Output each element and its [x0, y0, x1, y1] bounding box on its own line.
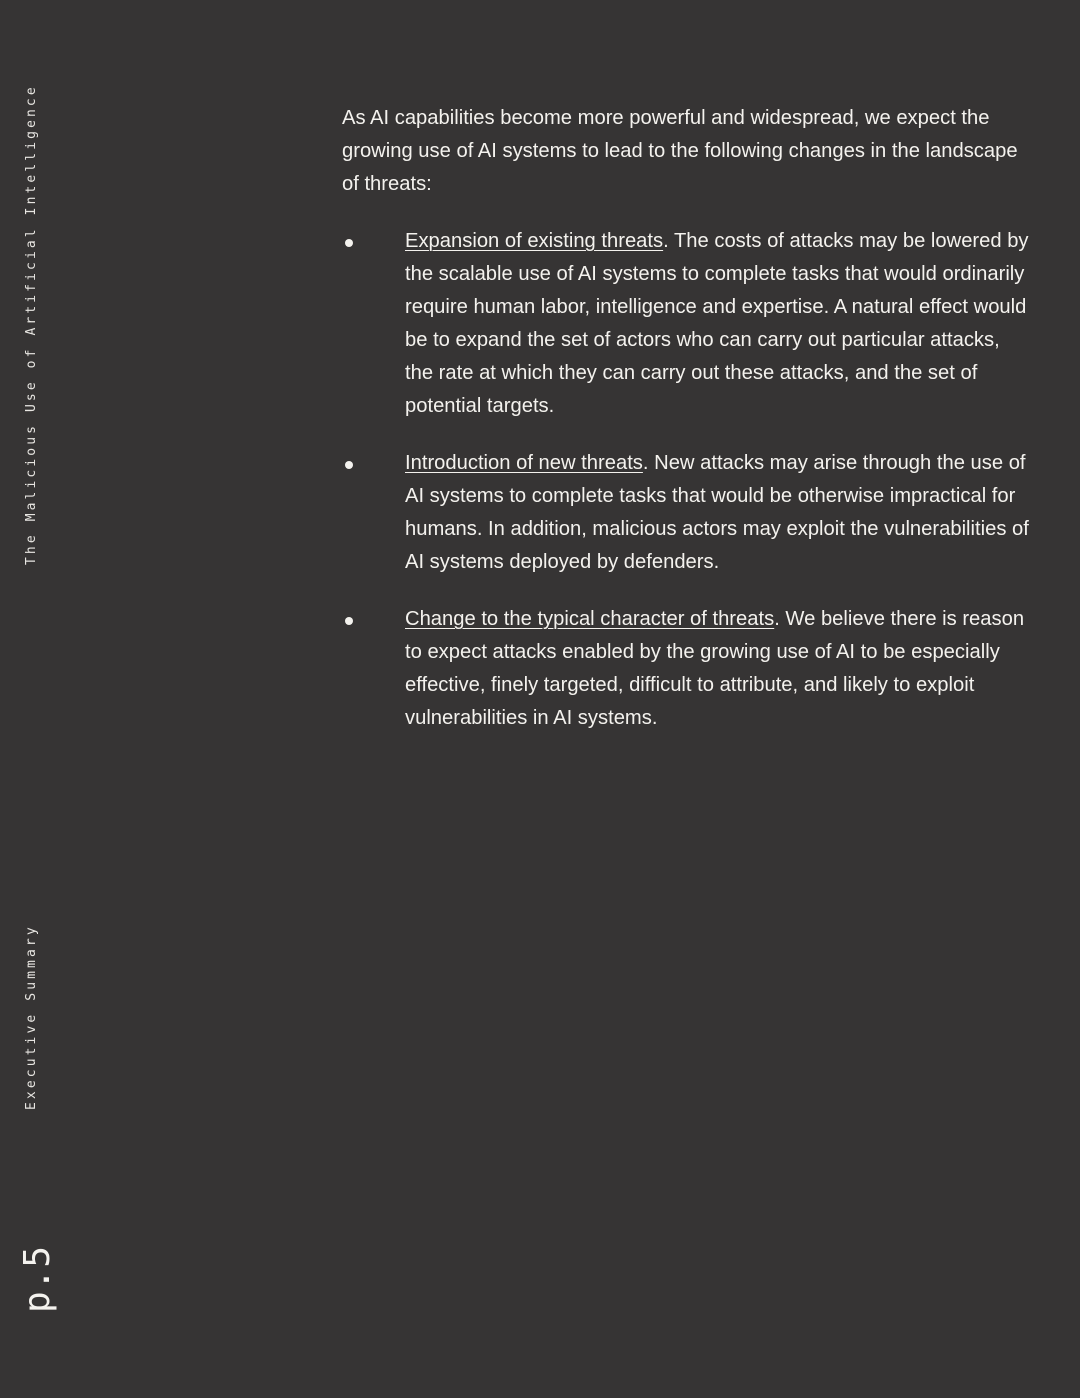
- intro-paragraph: As AI capabilities become more powerful and widespread, we expect the growing use of AI systems to lead to the following changes in the landscape of threats:: [342, 107, 1018, 195]
- list-item: [342, 603, 1032, 735]
- bullet-term: Introduction of new threats: [405, 452, 643, 474]
- bullet-text: . We believe there is reason to expect attacks enabled by the growing use of AI to be especially effective, finely targeted, difficult to attribute, and likely to exploit vulnerabilities in AI systems.: [405, 608, 1025, 729]
- threat-list: [342, 225, 1032, 735]
- bullet-dot-icon: [345, 617, 353, 625]
- list-item: [342, 447, 1032, 579]
- document-title: The Malicious Use of Artificial Intelligence: [24, 84, 39, 565]
- section-label: Executive Summary: [24, 924, 39, 1110]
- bullet-term: Change to the typical character of threats: [405, 608, 775, 630]
- main-content: [342, 102, 1032, 759]
- list-item: [342, 225, 1032, 423]
- bullet-text: . New attacks may arise through the use of AI systems to complete tasks that would be otherwise impractical for humans. In addition, malicious actors may exploit the vulnerabilities of AI systems deployed by defenders.: [405, 452, 1029, 573]
- page-number: p.5: [17, 1244, 58, 1313]
- bullet-term: Expansion of existing threats: [405, 230, 664, 252]
- bullet-dot-icon: [345, 461, 353, 469]
- bullet-dot-icon: [345, 239, 353, 247]
- bullet-text: . The costs of attacks may be lowered by the scalable use of AI systems to complete tasks that would ordinarily require human labor, intelligence and expertise. A natural effect would be to expand the set of actors who can carry out particular attacks, the rate at which they can carry out these attacks, and the set of potential targets.: [405, 230, 1029, 417]
